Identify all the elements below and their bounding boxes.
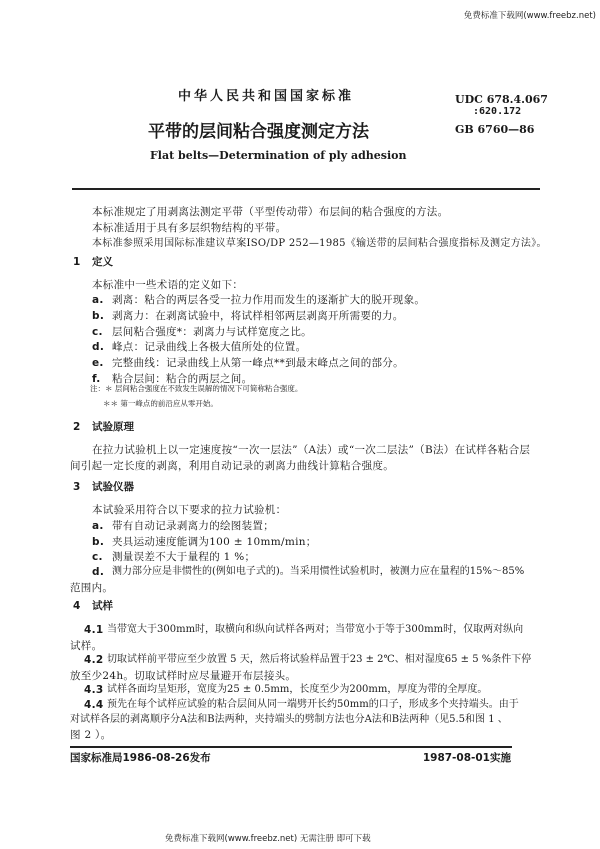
- issuing-country: 中华人民共和国国家标准: [178, 89, 355, 104]
- requirement-item: 带有自动记录剥离力的绘图装置；: [112, 520, 274, 532]
- section-title: 试验仪器: [92, 481, 134, 493]
- intro-line: 本标准适用于具有多层织物结构的平带。: [92, 222, 287, 234]
- clause-line: 切取试样前平带应至少放置 5 天，然后将试验样品置于23 ± 2℃、相对湿度65 ± 5 %条件下停: [107, 654, 532, 665]
- section-lead: 本试验采用符合以下要求的拉力试验机：: [92, 504, 287, 516]
- clause-number: 4.4: [84, 699, 104, 711]
- clause-line: 当带宽大于300mm时，取横向和纵向试样各两对；当带宽小于等于300mm时，仅取两对纵向: [107, 624, 524, 635]
- item-label: d.: [92, 341, 105, 353]
- item-label: c.: [92, 326, 103, 338]
- paragraph-line: 在拉力试验机上以一定速度按“一次一层法”（A法）或“一次二层法”（B法）在试样各粘合层: [92, 444, 531, 456]
- section-title: 试验原理: [92, 421, 134, 433]
- footer-rule: [70, 746, 512, 748]
- item-label: e.: [92, 357, 104, 369]
- item-label: a.: [92, 294, 104, 306]
- standard-number: GB 6760—86: [455, 123, 535, 136]
- definition-item: 层间粘合强度*：剥离力与试样宽度之比。: [112, 326, 312, 338]
- item-label: d.: [92, 566, 105, 578]
- page-title: 平带的层间粘合强度测定方法: [148, 122, 369, 142]
- issue-date: 国家标准局1986-08-26发布: [70, 752, 211, 764]
- definition-item: 剥离：粘合的两层各受一拉力作用而发生的逐渐扩大的脱开现象。: [112, 294, 426, 306]
- definition-item: 粘合层间：粘合的两层之间。: [112, 373, 253, 385]
- section-number: 3: [73, 481, 81, 493]
- udc-code: UDC 678.4.067: [455, 93, 548, 106]
- definition-item: 峰点：记录曲线上各极大值所处的位置。: [112, 341, 307, 353]
- footnote: ＊＊ 第一峰点的前沿应从零开始。: [103, 399, 218, 408]
- item-label: a.: [92, 520, 104, 532]
- udc-code-2: :620.172: [473, 106, 522, 117]
- section-lead: 本标准中一些术语的定义如下：: [92, 279, 244, 291]
- clause-line: 试样各面均呈矩形，宽度为25 ± 0.5mm，长度至少为200mm，厚度为带的全厚度。: [107, 684, 488, 695]
- intro-line: 本标准规定了用剥离法测定平带（平型传动带）布层间的粘合强度的方法。: [92, 206, 449, 218]
- watermark-bottom: 免费标准下载网(www.freebz.net) 无需注册 即可下载: [165, 834, 371, 844]
- section-number: 2: [73, 421, 81, 433]
- clause-number: 4.1: [84, 624, 104, 636]
- footnote: 注：＊ 层间粘合强度在不致发生误解的情况下可简称粘合强度。: [90, 384, 303, 393]
- requirement-item: 测力部分应是非惯性的(例如电子式的)。当采用惯性试验机时，被测力应在量程的15%～85%: [112, 566, 525, 577]
- requirement-item: 测量误差不大于量程的 1 %；: [112, 551, 256, 563]
- clause-line: 图 2 ）。: [70, 729, 112, 741]
- clause-number: 4.3: [84, 684, 104, 696]
- english-title: Flat belts—Determination of ply adhesion: [150, 149, 407, 162]
- watermark-top: 免费标准下载网(www.freebz.net): [463, 11, 596, 21]
- clause-line: 放至少24h。切取试样时应尽量避开布层接头。: [70, 670, 297, 682]
- effective-date: 1987-08-01实施: [422, 752, 511, 764]
- clause-line: 对试样各层的剥离顺序分A法和B法两种，夹持端头的劈制方法也分A法和B法两种（见5.5和图 1 、: [70, 714, 508, 725]
- clause-number: 4.2: [84, 654, 104, 666]
- requirement-item: 夹具运动速度能调为100 ± 10mm/min；: [112, 536, 317, 548]
- section-title: 试样: [92, 600, 113, 612]
- item-label: f.: [92, 373, 101, 385]
- definition-item: 剥离力：在剥离试验中，将试样相邻两层剥离开所需要的力。: [112, 310, 404, 322]
- clause-line: 预先在每个试样应试验的粘合层间从同一端劈开长约50mm的口子，形成多个夹持端头。由于: [107, 699, 519, 710]
- section-number: 1: [73, 256, 81, 268]
- item-label: b.: [92, 536, 105, 548]
- definition-item: 完整曲线：记录曲线上从第一峰点**到最末峰点之间的部分。: [112, 357, 404, 369]
- section-number: 4: [73, 600, 81, 612]
- section-title: 定义: [92, 256, 113, 268]
- item-label: b.: [92, 310, 105, 322]
- item-label: c.: [92, 551, 103, 563]
- intro-line: 本标准参照采用国际标准建议草案ISO/DP 252—1985《输送带的层间粘合强度指标及测定方法》。: [92, 238, 547, 249]
- clause-line: 试样。: [70, 640, 103, 652]
- paragraph-line: 范围内。: [70, 582, 114, 594]
- header-rule: [72, 188, 540, 190]
- paragraph-line: 间引起一定长度的剥离，利用自动记录的剥离力曲线计算粘合强度。: [70, 460, 394, 472]
